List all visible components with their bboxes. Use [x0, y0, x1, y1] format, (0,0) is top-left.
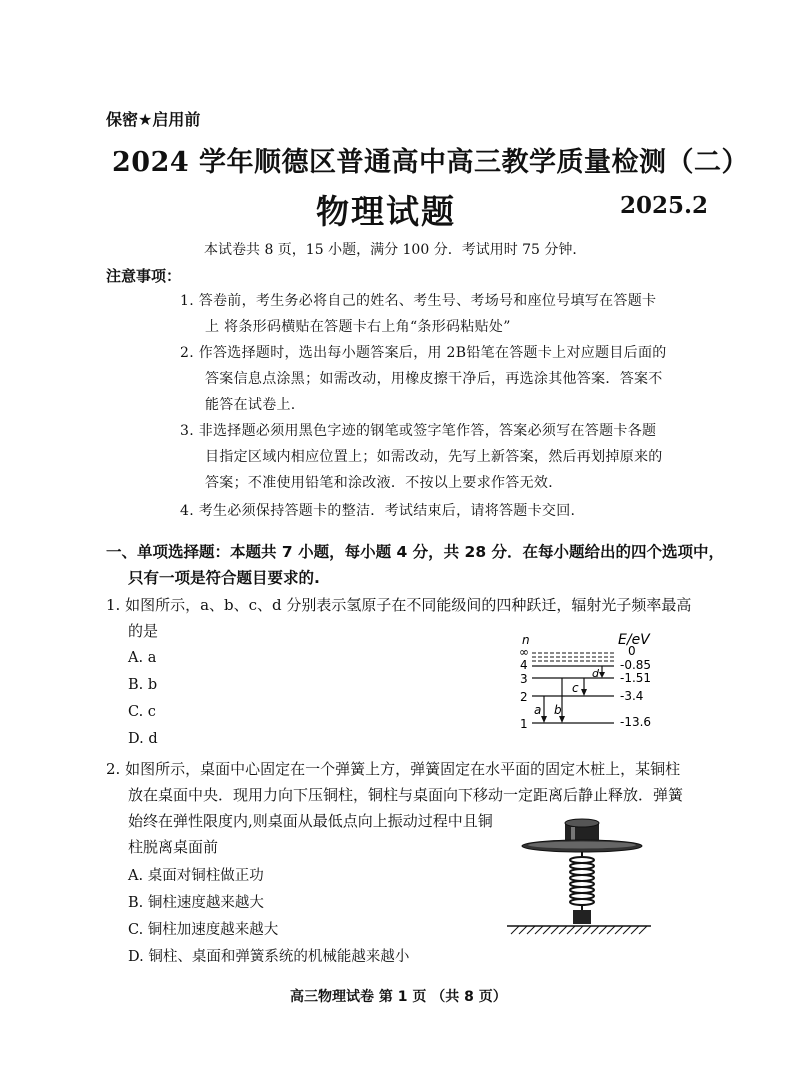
exam-title: 2024 学年顺德区普通高中高三教学质量检测（二）	[112, 147, 750, 178]
wooden-stake	[573, 910, 591, 924]
q1-stem: 1. 如图所示，a、b、c、d 分别表示氢原子在不同能级间的四种跃迁，辐射光子频率最高	[106, 596, 692, 614]
level-n-label: 2	[520, 690, 528, 704]
q2-stem-cont: 柱脱离桌面前	[128, 838, 219, 856]
q1-option-b: B. b	[128, 677, 158, 693]
energy-axis-label: E/eV	[618, 632, 650, 648]
notice-line: 3. 非选择题必须用黑色字迹的钢笔或签字笔作答，答案必须写在答题卡各题	[180, 423, 657, 439]
transition-d-label: d	[592, 667, 599, 680]
notice-line: 能答在试卷上.	[205, 397, 296, 413]
level-e-label: -3.4	[620, 689, 644, 703]
notice-heading: 注意事项：	[106, 267, 182, 285]
level-e-label: -13.6	[620, 715, 652, 729]
q1-stem-cont: 的是	[128, 622, 159, 640]
q2-option-b: B. 铜柱速度越来越大	[128, 895, 264, 911]
subject-title: 物理试题	[316, 192, 456, 231]
spring-table-diagram	[505, 818, 655, 943]
level-e-label: -0.85	[620, 658, 652, 672]
spring	[570, 852, 594, 910]
notice-line: 1. 答卷前，考生务必将自己的姓名、考生号、考场号和座位号填写在答题卡	[180, 293, 657, 309]
q2-option-d: D. 铜柱、桌面和弹簧系统的机械能越来越小	[128, 949, 410, 965]
confidential-label: 保密★启用前	[106, 110, 201, 129]
notice-line: 上 将条形码横贴在答题卡右上角“条形码粘贴处”	[205, 319, 511, 335]
n-axis-label: n	[522, 633, 530, 647]
energy-level-diagram	[510, 628, 670, 738]
transition-a-label: a	[534, 703, 542, 717]
notice-line: 答案；不准使用铅笔和涂改液．不按以上要求作答无效．	[205, 475, 563, 491]
q2-option-c: C. 铜柱加速度越来越大	[128, 922, 279, 938]
level-e-label: 0	[628, 644, 636, 658]
level-n-label: 3	[520, 672, 528, 686]
notice-line: 目指定区域内相应位置上；如需改动，先写上新答案，然后再划掉原来的	[205, 449, 663, 465]
level-n-label: 4	[520, 658, 528, 672]
level-n-label: ∞	[519, 645, 529, 659]
section-heading: 一、单项选择题：本题共 7 小题，每小题 4 分，共 28 分．在每小题给出的四个选项中，	[106, 543, 725, 561]
q2-stem-cont: 放在桌面中央．现用力向下压铜柱，铜柱与桌面向下移动一定距离后静止释放．弹簧	[128, 786, 684, 804]
notice-line: 4. 考生必须保持答题卡的整洁．考试结束后，请将答题卡交回.	[180, 503, 576, 519]
notice-line: 答案信息点涂黑；如需改动，用橡皮擦干净后，再选涂其他答案．答案不	[205, 371, 663, 387]
q2-stem: 2. 如图所示，桌面中心固定在一个弹簧上方，弹簧固定在水平面的固定木桩上，某铜柱	[106, 760, 681, 778]
q2-stem-cont: 始终在弹性限度内,则桌面从最低点向上振动过程中且铜	[128, 812, 493, 830]
notice-line: 2. 作答选择题时，选出每小题答案后，用 2B铅笔在答题卡上对应题目后面的	[180, 345, 667, 361]
q1-option-d: D. d	[128, 731, 158, 747]
transition-c-label: c	[572, 681, 579, 695]
level-e-label: -1.51	[620, 671, 652, 685]
q2-option-a: A. 桌面对铜柱做正功	[128, 868, 264, 884]
level-n-label: 1	[520, 717, 528, 731]
page-footer: 高三物理试卷 第 1 页 （共 8 页）	[290, 989, 507, 1005]
q1-option-c: C. c	[128, 704, 156, 720]
table-top	[522, 840, 642, 852]
exam-date: 2025.2	[620, 192, 709, 219]
section-heading-cont: 只有一项是符合题目要求的.	[128, 569, 320, 587]
ground	[507, 926, 651, 934]
exam-intro: 本试卷共 8 页，15 小题，满分 100 分．考试用时 75 分钟．	[204, 242, 587, 258]
transition-b-label: b	[554, 703, 562, 717]
q1-option-a: A. a	[128, 650, 157, 666]
